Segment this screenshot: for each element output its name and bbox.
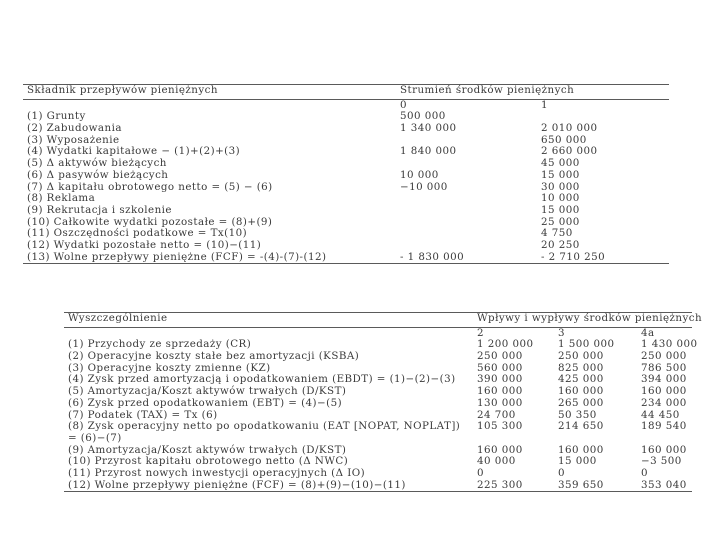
value-year-4a: 44 450 [641,408,680,421]
table-row [64,480,692,492]
value-year-2: 24 700 [477,408,516,421]
row-label: (12) Wydatki pozostałe netto = (10)−(11) [27,238,262,251]
value-year-4a: 189 540 [641,420,687,433]
value-year-2: 250 000 [477,350,523,363]
table-row [64,398,692,410]
row-label: (11) Przyrost nowych inwestycji operacyjnych (Δ IO) [68,466,366,479]
value-year-4a: 160 000 [641,443,687,456]
row-label: (9) Amortyzacja/Koszt aktywów trwałych (D/KST) [68,443,347,456]
table-header [64,312,703,327]
value-year-1: - 2 710 250 [541,250,606,263]
value-year-4a: 160 000 [641,385,687,398]
year-label: 0 [400,98,408,111]
value-year-4a: 234 000 [641,396,687,409]
row-label: (6) Δ pasywów bieżących [27,168,169,181]
year-label: 1 [541,98,549,111]
table-header [23,85,669,99]
row-label: (10) Przyrost kapitału obrotowego netto (Δ NWC) [68,455,349,468]
value-year-0: 10 000 [400,168,439,181]
row-label: (5) Δ aktywów bieżących [27,157,167,170]
cash-flow-table-2 [64,312,703,492]
value-year-2: 225 300 [477,478,523,491]
value-year-4a: 1 430 000 [641,338,698,351]
value-year-4a: 786 500 [641,361,687,374]
table-row [64,468,692,480]
table-row [23,123,669,135]
value-year-2: 560 000 [477,361,523,374]
value-year-1: 10 000 [541,192,580,205]
row-label: (6) Zysk przed opodatkowaniem (EBT) = (4)−(5) [68,396,343,409]
value-year-4a: 0 [641,466,649,479]
row-label: (12) Wolne przepływy pieniężne (FCF) = (8)+(9)−(10)−(11) [68,478,406,491]
value-year-1: 2 010 000 [541,122,598,135]
row-label: (10) Całkowite wydatki pozostałe = (8)+(9) [27,215,273,228]
value-year-1: 45 000 [541,157,580,170]
value-year-3: 265 000 [558,396,604,409]
value-year-4a: 394 000 [641,373,687,386]
table-row [64,351,692,363]
row-label: (8) Reklama [27,192,96,205]
value-year-2: 390 000 [477,373,523,386]
value-year-3: 50 350 [558,408,597,421]
row-label: (8) Zysk operacyjny netto po opodatkowaniu (EAT [NOPAT, NOPLAT]) = (6)−(7) [68,420,461,444]
value-year-3: 250 000 [558,350,604,363]
row-label: (3) Operacyjne koszty zmienne (KZ) [68,361,271,374]
header-flows: Wpływy i wypływy środków pieniężnych [477,312,703,324]
table-row [23,240,669,252]
value-year-1: 25 000 [541,215,580,228]
value-year-1: 4 750 [541,227,573,240]
header-flows: Strumień środków pieniężnych [400,84,575,96]
value-year-1: 15 000 [541,168,580,181]
row-label: (2) Zabudowania [27,122,122,135]
year-label: 4a [641,326,655,339]
table-row [64,421,692,444]
table-row [23,205,669,217]
value-year-2: 130 000 [477,396,523,409]
value-year-0: 1 340 000 [400,122,457,135]
row-label: (13) Wolne przepływy pieniężne (FCF) = -(4)-(7)-(12) [27,250,327,263]
row-label: (2) Operacyjne koszty stałe bez amortyzacji (KSBA) [68,350,360,363]
row-label: (5) Amortyzacja/Koszt aktywów trwałych (D/KST) [68,385,347,398]
row-label: (4) Zysk przed amortyzacją i opodatkowaniem (EBDT) = (1)−(2)−(3) [68,373,456,386]
table-rule-bottom [64,491,692,492]
value-year-1: 30 000 [541,180,580,193]
header-item: Wyszczególnienie [68,312,168,324]
value-year-3: 160 000 [558,385,604,398]
value-year-4a: 353 040 [641,478,687,491]
table-body [64,338,698,491]
row-label: (11) Oszczędności podatkowe = Tx(10) [27,227,248,240]
value-year-2: 160 000 [477,385,523,398]
value-year-3: 1 500 000 [558,338,615,351]
value-year-1: 650 000 [541,133,587,146]
value-year-3: 15 000 [558,455,597,468]
row-label: (7) Podatek (TAX) = Tx (6) [68,408,218,421]
row-label: (4) Wydatki kapitałowe − (1)+(2)+(3) [27,145,241,158]
year-label: 3 [558,326,566,339]
table-body [23,111,669,263]
row-label: (7) Δ kapitału obrotowego netto = (5) − (6) [27,180,273,193]
row-label: (1) Grunty [27,110,86,123]
row-label: (3) Wyposażenie [27,133,120,146]
year-header-row [23,100,669,112]
header-component: Składnik przepływów pieniężnych [27,84,218,96]
value-year-0: 500 000 [400,110,446,123]
value-year-0: - 1 830 000 [400,250,465,263]
value-year-3: 825 000 [558,361,604,374]
row-label: (9) Rekrutacja i szkolenie [27,203,172,216]
value-year-2: 1 200 000 [477,338,534,351]
value-year-4a: 250 000 [641,350,687,363]
year-label: 2 [477,326,485,339]
value-year-2: 0 [477,466,485,479]
value-year-0: −10 000 [400,180,448,193]
value-year-4a: −3 500 [641,455,682,468]
cash-flow-table-1 [23,84,669,264]
value-year-2: 160 000 [477,443,523,456]
value-year-3: 214 650 [558,420,604,433]
value-year-3: 425 000 [558,373,604,386]
table-row [23,252,669,264]
value-year-3: 359 650 [558,478,604,491]
value-year-2: 40 000 [477,455,516,468]
value-year-1: 20 250 [541,238,580,251]
value-year-0: 1 840 000 [400,145,457,158]
value-year-1: 15 000 [541,203,580,216]
table-row [23,170,669,182]
row-label: (1) Przychody ze sprzedaży (CR) [68,338,252,351]
table-rule-bottom [23,263,669,264]
value-year-3: 160 000 [558,443,604,456]
value-year-3: 0 [558,466,566,479]
value-year-2: 105 300 [477,420,523,433]
value-year-1: 2 660 000 [541,145,598,158]
